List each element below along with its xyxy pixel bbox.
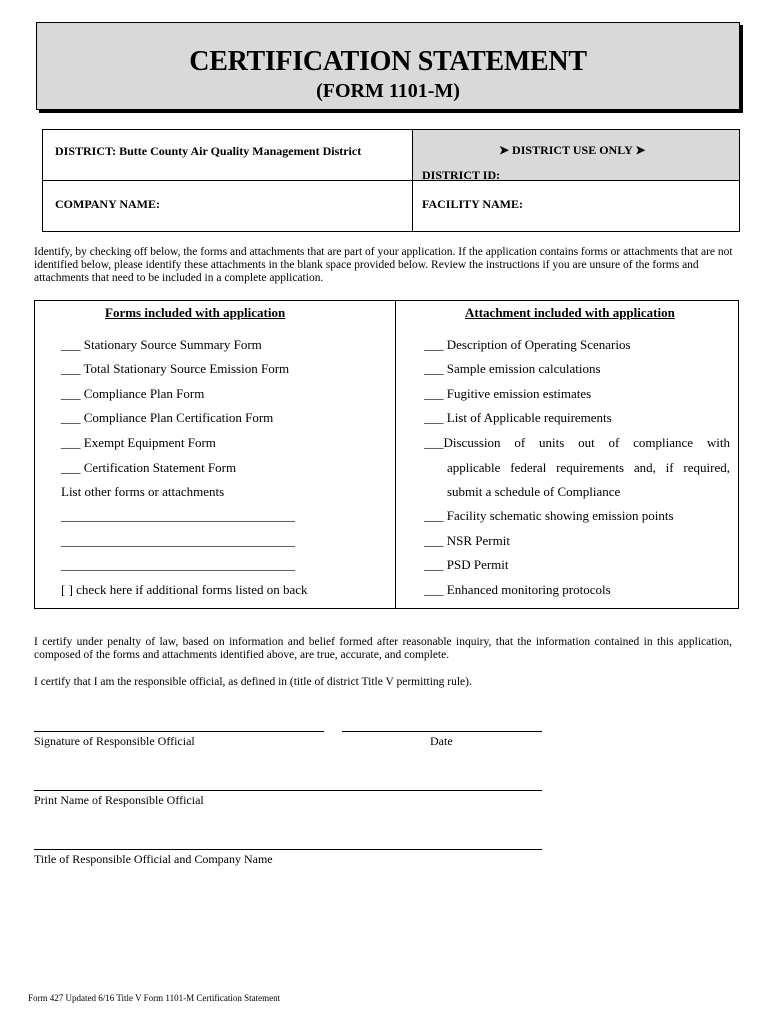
print-name-label: Print Name of Responsible Official — [34, 793, 204, 807]
certification-paragraph: I certify under penalty of law, based on information and belief formed after reasonable inquiry, that the information contained in this application, composed of the forms and attachments identified above, are true, accurate, and complete. — [34, 636, 732, 661]
forms-attachments-box — [34, 300, 739, 609]
district-id-field[interactable]: DISTRICT ID: — [422, 168, 501, 182]
attachment-checkbox-item[interactable]: ___ Sample emission calculations — [424, 361, 601, 376]
form-checkbox-item[interactable]: ___ Total Stationary Source Emission Form — [61, 361, 290, 376]
attachment-checkbox-item[interactable]: ___ PSD Permit — [424, 557, 509, 572]
signature-label: Signature of Responsible Official — [34, 734, 195, 748]
date-line[interactable] — [342, 731, 542, 732]
title-line[interactable] — [34, 849, 542, 850]
district-label: DISTRICT: Butte County Air Quality Management District — [55, 144, 362, 158]
forms-heading: Forms included with application — [105, 305, 286, 320]
attachment-checkbox-item[interactable]: ___ Facility schematic showing emission points — [424, 508, 674, 523]
page-title: CERTIFICATION STATEMENT — [189, 46, 587, 77]
date-label: Date — [430, 734, 453, 748]
title-label: Title of Responsible Official and Company Name — [34, 852, 273, 866]
attachment-checkbox-item[interactable]: ___ List of Applicable requirements — [424, 410, 612, 425]
form-checkbox-item[interactable]: ___ Stationary Source Summary Form — [61, 337, 262, 352]
additional-forms-checkbox[interactable]: [ ] check here if additional forms listed on back — [61, 582, 308, 597]
company-name-field[interactable]: COMPANY NAME: — [55, 197, 160, 211]
discussion-checkbox-item[interactable]: ___Discussion of units out of compliance with — [424, 435, 730, 450]
other-forms-label: List other forms or attachments — [61, 484, 225, 499]
attachments-heading: Attachment included with application — [465, 305, 675, 320]
print-name-line[interactable] — [34, 790, 542, 791]
instructions-text: Identify, by checking off below, the forms and attachments that are part of your application. If the application contains forms or attachments that are not identified below, please identify these attachments in the blank space provided below. Review the instructions if you are unsure of the forms and attachments that need to be included in a complete application. — [34, 246, 733, 284]
attachment-checkbox-item[interactable]: ___ Enhanced monitoring protocols — [424, 582, 611, 597]
signature-line[interactable] — [34, 731, 324, 732]
attachment-checkbox-item[interactable]: ___ Description of Operating Scenarios — [424, 337, 631, 352]
title-banner — [36, 22, 740, 110]
form-number: (FORM 1101-M) — [316, 80, 460, 102]
district-info-box — [42, 129, 740, 232]
other-form-line[interactable]: ____________________________________ — [61, 508, 295, 523]
other-form-line[interactable]: ____________________________________ — [61, 533, 295, 548]
other-form-line[interactable]: ____________________________________ — [61, 557, 295, 572]
form-checkbox-item[interactable]: ___ Compliance Plan Certification Form — [61, 410, 274, 425]
district-use-only-label: ➤ DISTRICT USE ONLY ➤ — [499, 143, 646, 157]
responsible-official-paragraph: I certify that I am the responsible official, as defined in (title of district Title V permitting rule). — [34, 676, 472, 688]
footer-text: Form 427 Updated 6/16 Title V Form 1101-M Certification Statement — [28, 993, 281, 1003]
form-checkbox-item[interactable]: ___ Certification Statement Form — [61, 460, 237, 475]
attachment-checkbox-item[interactable]: ___ Fugitive emission estimates — [424, 386, 592, 401]
form-checkbox-item[interactable]: ___ Compliance Plan Form — [61, 386, 205, 401]
facility-name-field[interactable]: FACILITY NAME: — [422, 197, 523, 211]
form-checkbox-item[interactable]: ___ Exempt Equipment Form — [61, 435, 216, 450]
discussion-text-line: applicable federal requirements and, if required, — [447, 460, 730, 475]
attachment-checkbox-item[interactable]: ___ NSR Permit — [424, 533, 510, 548]
discussion-text-line: submit a schedule of Compliance — [447, 484, 621, 499]
